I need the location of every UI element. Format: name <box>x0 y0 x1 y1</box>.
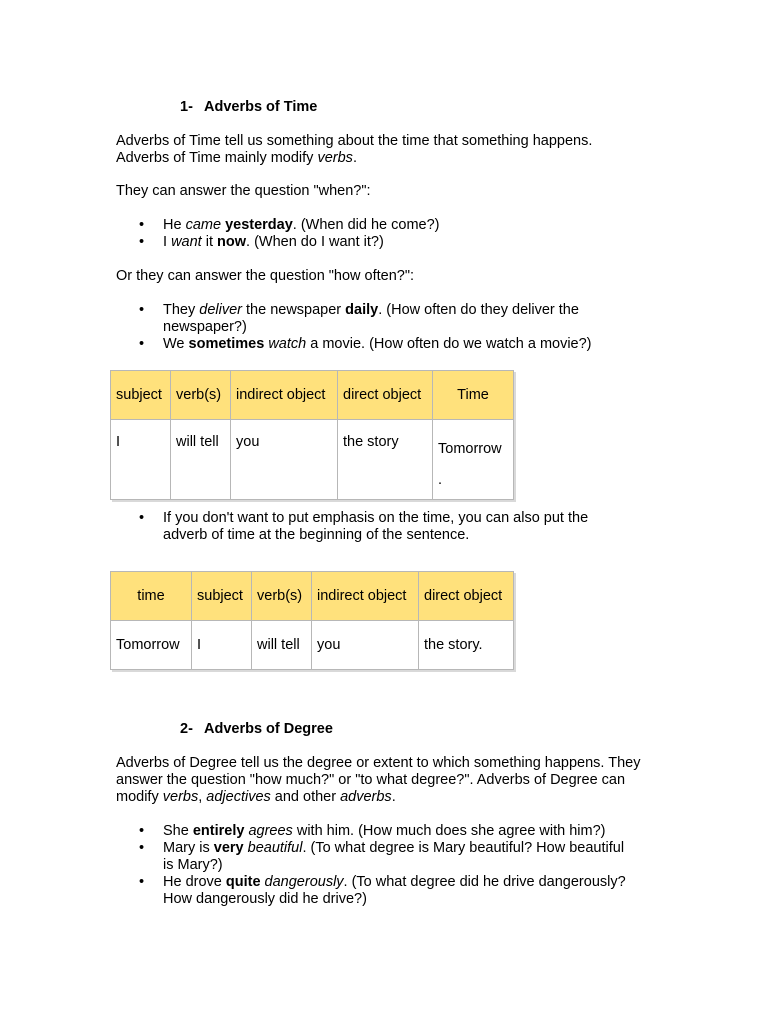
text: Adverbs of Degree tell us the degree or extent to which something happens. They answer the question "how much?" or "to what degree?". Adverbs of Degree can modify <box>116 755 641 805</box>
table-cell: will tell <box>252 621 312 670</box>
text: with him. (How much does she agree with him?) <box>292 823 606 839</box>
intro-line-2: Adverbs of Time mainly modify <box>116 150 318 166</box>
text: They <box>163 302 200 318</box>
intro-italic-verbs: verbs <box>317 150 353 166</box>
when-examples-list <box>116 217 636 251</box>
text: . (To what degree is Mary beautiful? How beautiful is Mary?) <box>163 840 625 873</box>
text: and other <box>270 789 341 805</box>
question-how-often: Or they can answer the question "how often?": <box>116 268 415 284</box>
table-header-cell: indirect object <box>312 572 419 621</box>
table-header-row <box>111 572 514 621</box>
table-header-cell: direct object <box>338 371 433 420</box>
text: it <box>201 234 218 250</box>
italic-word: agrees <box>248 823 293 839</box>
table-cell <box>433 420 514 500</box>
text: . (How often do they deliver the newspaper?) <box>163 302 579 335</box>
table-header-cell: indirect object <box>231 371 338 420</box>
intro-line-1: Adverbs of Time tell us something about the time that something happens. <box>116 133 593 149</box>
table-cell: the story <box>338 420 433 500</box>
text: We <box>163 336 189 352</box>
italic-verb: want <box>171 234 202 250</box>
list-item <box>116 336 636 353</box>
word-order-table-time-first <box>110 571 514 670</box>
bold-adverb: daily <box>345 302 379 318</box>
table-header-cell: subject <box>192 572 252 621</box>
section-heading-adverbs-of-degree <box>180 721 333 738</box>
table-header-cell: time <box>111 572 192 621</box>
italic-verb: deliver <box>199 302 242 318</box>
table-cell: you <box>231 420 338 500</box>
text: . (When do I want it?) <box>246 234 384 250</box>
italic-word: beautiful <box>247 840 303 856</box>
italic-term: adjectives <box>206 789 271 805</box>
question-when: They can answer the question "when?": <box>116 183 371 199</box>
intro-line-2-end: . <box>352 150 357 166</box>
table-cell: will tell <box>171 420 231 500</box>
section-title: Adverbs of Time <box>204 99 318 115</box>
text: the newspaper <box>241 302 346 318</box>
table-header-cell: subject <box>111 371 171 420</box>
text: , <box>198 789 207 805</box>
italic-verb: came <box>185 217 222 233</box>
table-header-cell: verb(s) <box>171 371 231 420</box>
text: Mary is <box>163 840 214 856</box>
section-number: 1- <box>180 99 193 115</box>
table-header-row <box>111 371 514 420</box>
table-cell: the story. <box>419 621 514 670</box>
word-order-table-time-last <box>110 370 514 500</box>
degree-intro-paragraph <box>116 755 644 806</box>
table-cell: you <box>312 621 419 670</box>
bold-adverb: entirely <box>192 823 245 839</box>
bold-adverb: sometimes <box>188 336 265 352</box>
bold-adverb: now <box>217 234 247 250</box>
italic-term: verbs <box>162 789 199 805</box>
table-header-cell: Time <box>433 371 514 420</box>
text: He <box>163 217 186 233</box>
list-item <box>116 234 636 251</box>
text: a movie. (How often do we watch a movie?) <box>306 336 592 352</box>
list-item <box>116 823 636 840</box>
section-heading-adverbs-of-time <box>180 99 317 116</box>
italic-term: adverbs <box>340 789 392 805</box>
section-title: Adverbs of Degree <box>204 721 333 737</box>
cell-text: Tomorrow <box>438 441 502 457</box>
emphasis-note-list <box>116 510 636 544</box>
table-cell: Tomorrow <box>111 621 192 670</box>
intro-paragraph <box>116 133 676 167</box>
table-header-cell: direct object <box>419 572 514 621</box>
table-row <box>111 420 514 500</box>
section-number: 2- <box>180 721 193 737</box>
text: She <box>163 823 193 839</box>
text: . (To what degree did he drive dangerously? How dangerously did he drive?) <box>163 874 626 907</box>
bold-adverb: very <box>213 840 244 856</box>
italic-word: dangerously <box>264 874 344 890</box>
table-cell: I <box>192 621 252 670</box>
degree-examples-list <box>116 823 636 908</box>
text: I <box>163 234 172 250</box>
text: . <box>391 789 396 805</box>
bold-adverb: quite <box>225 874 261 890</box>
table-cell: I <box>111 420 171 500</box>
bold-adverb: yesterday <box>225 217 293 233</box>
text: . (When did he come?) <box>292 217 440 233</box>
list-item: • If you don't want to put emphasis on the time, you can also put the adverb of time at the beginning of the sentence. <box>116 510 636 544</box>
how-often-examples-list <box>116 302 636 353</box>
list-item <box>116 840 636 874</box>
list-item <box>116 874 636 908</box>
table-header-cell: verb(s) <box>252 572 312 621</box>
cell-text-period: . <box>438 472 443 488</box>
list-item <box>116 302 636 336</box>
list-item <box>116 217 636 234</box>
table-row <box>111 621 514 670</box>
italic-verb: watch <box>268 336 307 352</box>
text: He drove <box>163 874 226 890</box>
